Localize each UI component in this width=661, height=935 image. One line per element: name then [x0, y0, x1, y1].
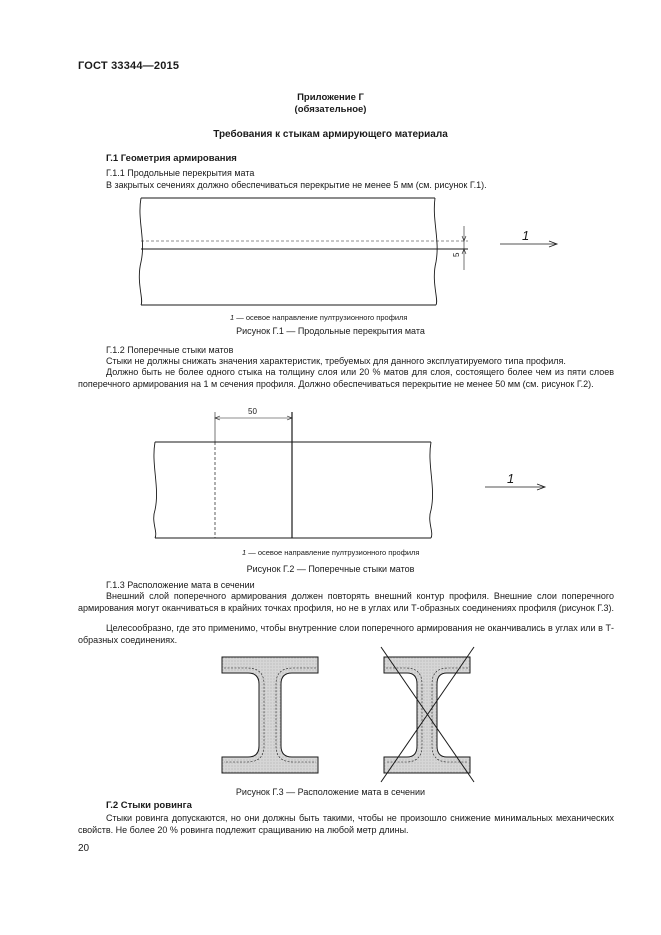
- subsection-g12-paragraph-2: Должно быть не более одного стыка на толщину слоя или 20 % матов для слоя, состоящего более чем из пяти слоев поперечного армирования на 1 м сечения профиля. Должно обеспечиваться перекрытие не менее 50 мм (см. рисунок Г.2).: [78, 367, 614, 389]
- subsection-g11-heading: Г.1.1 Продольные перекрытия мата: [106, 168, 255, 178]
- subsection-g12-heading: Г.1.2 Поперечные стыки матов: [106, 345, 234, 355]
- figure-g2-arrow-label: 1: [507, 471, 515, 486]
- figure-g1-arrow-label: 1: [522, 228, 530, 243]
- requirements-title: Требования к стыкам армирующего материала: [213, 129, 448, 140]
- figure-g2-note-text: — осевое направление пултрузионного профиля: [246, 548, 420, 557]
- figure-g1-note-text: — осевое направление пултрузионного профиля: [234, 313, 408, 322]
- annex-status: (обязательное): [294, 104, 367, 115]
- figure-g2-caption: Рисунок Г.2 — Поперечные стыки матов: [246, 564, 415, 574]
- subsection-g12-paragraph-1: Стыки не должны снижать значения характеристик, требуемых для данного эксплуатируемого типа профиля.: [106, 356, 566, 366]
- figure-g1-note-number: 1: [230, 313, 235, 322]
- page-number: 20: [78, 843, 90, 854]
- figure-g3-caption: Рисунок Г.3 — Расположение мата в сечении: [235, 787, 426, 797]
- annex-title: Приложение Г: [297, 92, 364, 103]
- figure-g2-dim-label: 50: [248, 407, 257, 416]
- section-g1-heading: Г.1 Геометрия армирования: [106, 153, 237, 164]
- subsection-g11-text: В закрытых сечениях должно обеспечиваться перекрытие не менее 5 мм (см. рисунок Г.1).: [106, 180, 487, 190]
- figure-g1-dim-label: 5: [452, 252, 461, 257]
- section-g2-text: Стыки ровинга допускаются, но они должны быть такими, чтобы не произошло снижение минимальных механических свойств. Не более 20 % ровинга подлежит сращиванию на любой метр длины.: [78, 813, 614, 835]
- document-header: ГОСТ 33344—2015: [78, 60, 180, 72]
- figure-g2-note-number: 1: [242, 548, 247, 557]
- section-g2-heading: Г.2 Стыки ровинга: [106, 800, 192, 811]
- figure-g1-caption: Рисунок Г.1 — Продольные перекрытия мата: [236, 326, 425, 336]
- subsection-g13-paragraph-2: Целесообразно, где это применимо, чтобы внутренние слои поперечного армирования не оканчивались в углах или в Т-образных соединениях.: [78, 623, 614, 645]
- subsection-g13-paragraph-1: Внешний слой поперечного армирования должен повторять внешний контур профиля. Внешние слои поперечного армирования могут оканчиваться в крайних точках профиля, но не в углах или Т-образных соединениях профиля (рисунок Г.3).: [78, 591, 614, 613]
- subsection-g13-heading: Г.1.3 Расположение мата в сечении: [106, 580, 255, 590]
